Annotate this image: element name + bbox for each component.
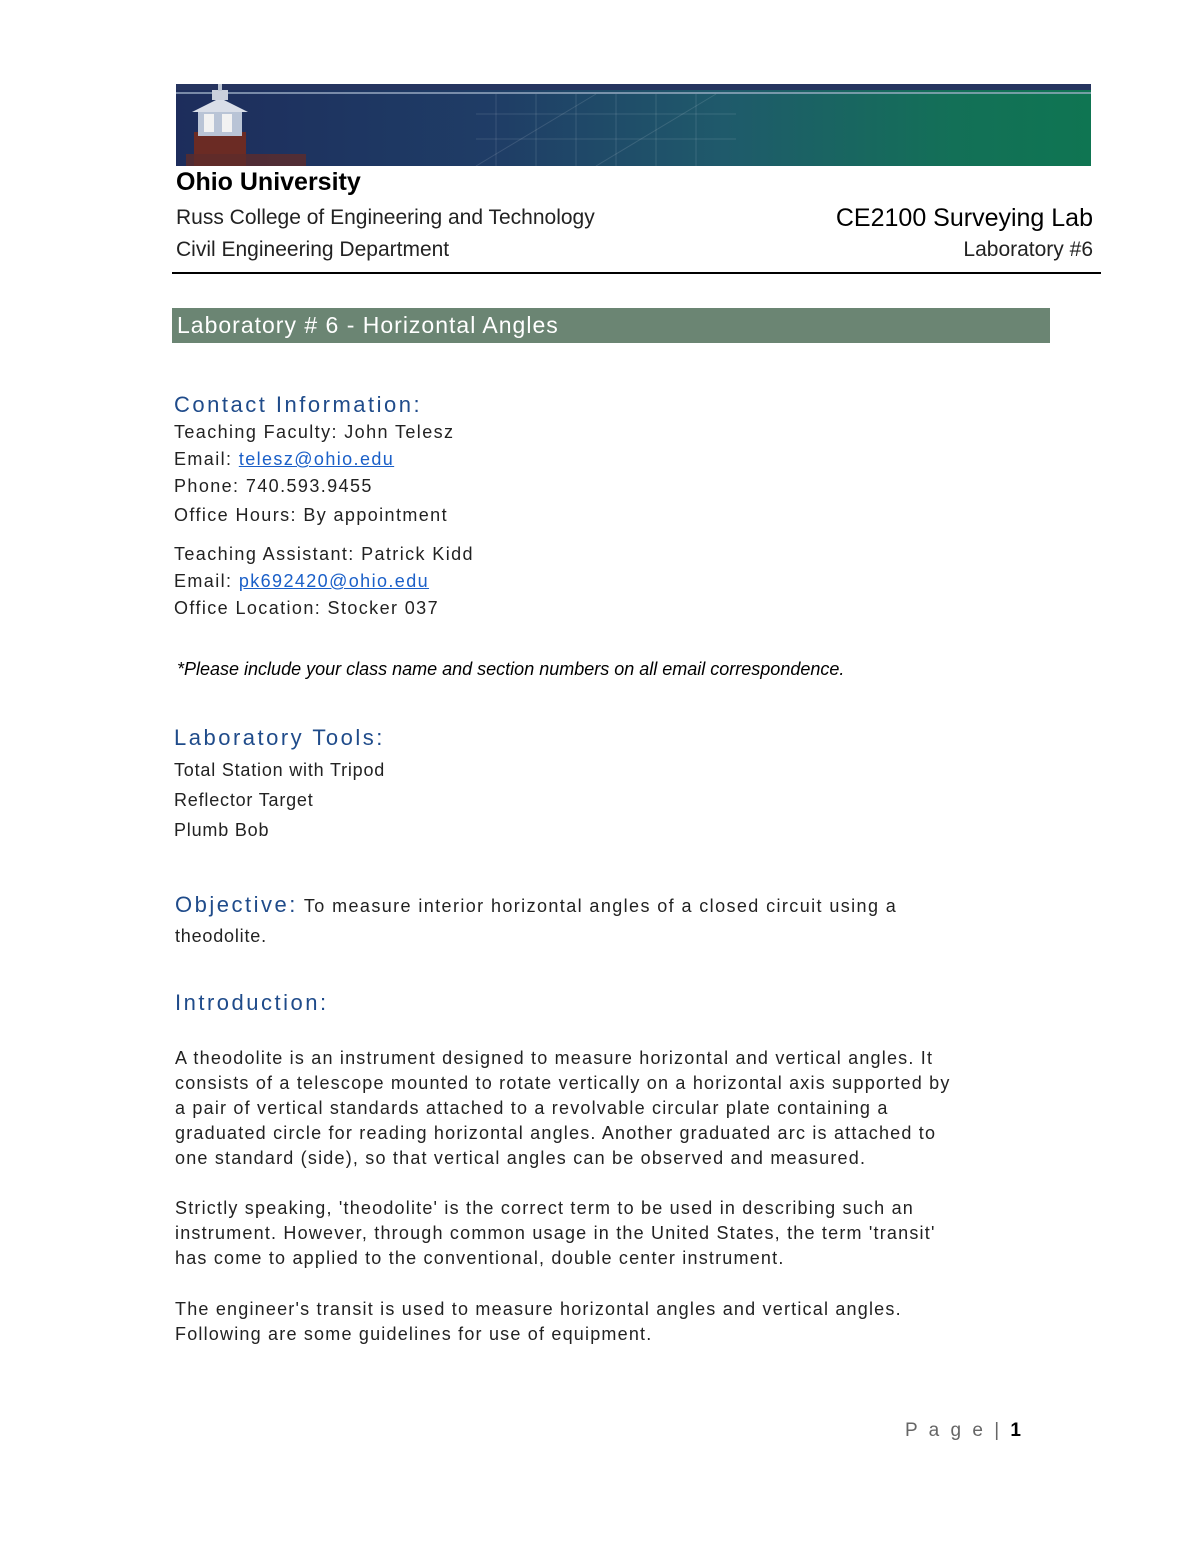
objective-text-cont: theodolite.: [175, 926, 267, 946]
ta-email-link[interactable]: pk692420@ohio.edu: [238, 571, 430, 591]
faculty-name: John Telesz: [344, 422, 455, 442]
intro-paragraph-3: [175, 1297, 1035, 1347]
objective-text: To measure interior horizontal angles of a closed circuit using a: [297, 896, 898, 916]
paragraph-line: instrument. However, through common usage in the United States, the term 'transit': [175, 1223, 936, 1243]
intro-paragraph-2: [175, 1196, 1035, 1271]
faculty-email-line: [174, 449, 394, 470]
introduction-heading: Introduction:: [175, 990, 329, 1015]
paragraph-line: Strictly speaking, 'theodolite' is the correct term to be used in describing such an: [175, 1198, 914, 1218]
page-label: P a g e |: [905, 1420, 1003, 1441]
header-divider: [172, 272, 1101, 274]
paragraph-line: consists of a telescope mounted to rotate vertically on a horizontal axis supported by: [175, 1073, 951, 1093]
ta-label: Teaching Assistant:: [174, 544, 362, 564]
faculty-label: Teaching Faculty:: [174, 422, 345, 442]
faculty-email-link[interactable]: telesz@ohio.edu: [238, 449, 395, 469]
office-location-line: [174, 598, 439, 619]
hours-value: By appointment: [303, 505, 448, 525]
hours-label: Office Hours:: [174, 505, 304, 525]
objective-line: [175, 892, 1075, 918]
paragraph-line: graduated circle for reading horizontal angles. Another graduated arc is attached to: [175, 1123, 937, 1143]
college-name: Russ College of Engineering and Technology: [176, 206, 595, 229]
lab-number: Laboratory #6: [963, 238, 1093, 261]
page-number: 1: [1010, 1420, 1021, 1441]
location-label: Office Location:: [174, 598, 328, 618]
phone-number: 740.593.9455: [245, 476, 373, 496]
office-hours-line: [174, 505, 448, 526]
tool-item: Plumb Bob: [174, 820, 270, 840]
tool-item: Reflector Target: [174, 790, 314, 810]
paragraph-line: has come to applied to the conventional, double center instrument.: [175, 1248, 785, 1268]
lab-title-banner: Laboratory # 6 - Horizontal Angles: [172, 308, 1050, 343]
faculty-line: [174, 422, 454, 443]
paragraph-line: a pair of vertical standards attached to a revolvable circular plate containing a: [175, 1098, 889, 1118]
email-note: *Please include your class name and section numbers on all email correspondence.: [177, 659, 845, 679]
ta-email-label: Email:: [174, 571, 239, 591]
contact-heading: Contact Information:: [174, 392, 423, 417]
header-banner-image: [176, 84, 1091, 166]
phone-line: [174, 476, 373, 497]
cupola-tower-graphic: [176, 84, 1091, 166]
page-number-footer: [905, 1420, 1021, 1442]
course-title: CE2100 Surveying Lab: [835, 204, 1093, 232]
ta-line: [174, 544, 474, 565]
location-value: Stocker 037: [327, 598, 440, 618]
email-label: Email:: [174, 449, 239, 469]
paragraph-line: A theodolite is an instrument designed to measure horizontal and vertical angles. It: [175, 1048, 934, 1068]
department-name: Civil Engineering Department: [176, 238, 450, 261]
objective-heading: Objective:: [175, 892, 298, 917]
paragraph-line: one standard (side), so that vertical angles can be observed and measured.: [175, 1148, 867, 1168]
phone-label: Phone:: [174, 476, 246, 496]
paragraph-line: Following are some guidelines for use of equipment.: [175, 1324, 653, 1344]
ta-email-line: [174, 571, 429, 592]
ta-name: Patrick Kidd: [361, 544, 474, 564]
university-name: Ohio University: [176, 168, 361, 196]
intro-paragraph-1: [175, 1046, 1035, 1171]
tool-item: Total Station with Tripod: [174, 760, 386, 780]
tools-heading: Laboratory Tools:: [174, 725, 385, 750]
paragraph-line: The engineer's transit is used to measure horizontal angles and vertical angles.: [175, 1299, 902, 1319]
